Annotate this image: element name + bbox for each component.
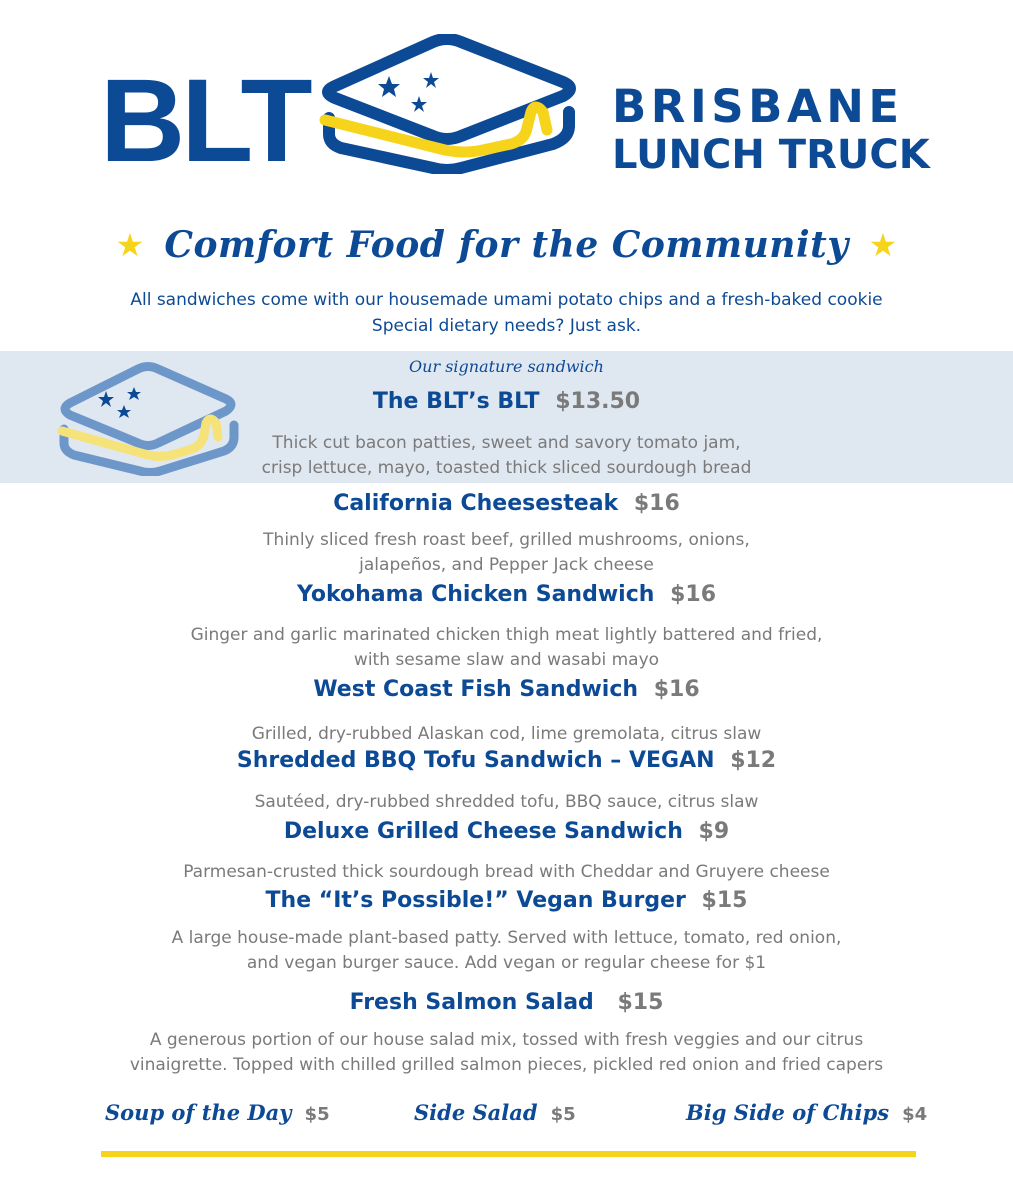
menu-item-description <box>0 528 1013 578</box>
side-item <box>414 1100 576 1125</box>
desc-line: jalapeños, and Pepper Jack cheese <box>359 555 654 575</box>
menu-item-name: Yokohama Chicken Sandwich <box>296 582 655 607</box>
desc-line: Grilled, dry-rubbed Alaskan cod, lime gremolata, citrus slaw <box>251 724 762 744</box>
menu-item-title <box>0 389 1013 414</box>
desc-line: A large house-made plant-based patty. Served with lettuce, tomato, red onion, <box>171 928 842 948</box>
desc-line: crisp lettuce, mayo, toasted thick sliced sourdough bread <box>261 458 752 478</box>
intro-note <box>0 287 1013 339</box>
desc-line: Ginger and garlic marinated chicken thigh meat lightly battered and fried, <box>190 625 823 645</box>
star-icon <box>423 72 439 88</box>
menu-item-price: $16 <box>653 677 700 702</box>
menu-item-title <box>0 888 1013 913</box>
desc-line: and vegan burger sauce. Add vegan or regular cheese for $1 <box>246 953 767 973</box>
intro-line: All sandwiches come with our housemade umami potato chips and a fresh-baked cookie <box>130 290 883 310</box>
tagline: Comfort Food for the Community <box>164 224 849 266</box>
menu-item-description <box>0 623 1013 673</box>
menu-item-name: Deluxe Grilled Cheese Sandwich <box>283 819 683 844</box>
signature-label: Our signature sandwich <box>409 357 604 376</box>
menu-item-name: Shredded BBQ Tofu Sandwich – VEGAN <box>236 748 715 773</box>
menu-item-price: $15 <box>701 888 748 913</box>
menu-item-price: $13.50 <box>555 389 641 414</box>
menu-item-name: California Cheesesteak <box>333 491 619 516</box>
side-price: $5 <box>550 1104 576 1125</box>
menu-item-price: $16 <box>633 491 680 516</box>
menu-item-price: $15 <box>617 990 664 1015</box>
desc-line: A generous portion of our house salad mix, tossed with fresh veggies and our citrus <box>149 1030 864 1050</box>
intro-line: Special dietary needs? Just ask. <box>371 316 642 336</box>
menu-item-title <box>0 491 1013 516</box>
side-name: Soup of the Day <box>105 1100 292 1125</box>
menu-item-price: $12 <box>730 748 777 773</box>
menu-item-description <box>0 860 1013 885</box>
menu-item-description <box>0 431 1013 481</box>
menu-item-title <box>0 677 1013 702</box>
side-item <box>686 1100 927 1125</box>
side-price: $4 <box>902 1104 928 1125</box>
side-name: Side Salad <box>414 1100 538 1125</box>
logo-wordmark: BLT <box>100 55 309 187</box>
menu-item-title <box>0 819 1013 844</box>
tagline-row <box>0 218 1013 272</box>
menu-item-title <box>0 582 1013 607</box>
menu-item-name: The BLT’s BLT <box>372 389 540 414</box>
menu-item-title <box>0 748 1013 773</box>
menu-item-title <box>0 990 1013 1015</box>
menu-item-price: $9 <box>698 819 730 844</box>
star-icon <box>378 76 400 97</box>
side-price: $5 <box>304 1104 330 1125</box>
star-icon: ★ <box>868 226 898 264</box>
menu-item-name: West Coast Fish Sandwich <box>313 677 639 702</box>
brand-subname: LUNCH TRUCK <box>612 132 930 178</box>
desc-line: with sesame slaw and wasabi mayo <box>353 650 660 670</box>
menu-item-description <box>0 926 1013 976</box>
menu-item-description <box>0 1028 1013 1078</box>
menu-item-name: Fresh Salmon Salad <box>349 990 594 1015</box>
desc-line: Thick cut bacon patties, sweet and savory tomato jam, <box>272 433 741 453</box>
star-icon: ★ <box>115 226 145 264</box>
side-item <box>105 1100 330 1125</box>
bottom-rule <box>101 1151 916 1157</box>
menu-item-description <box>0 722 1013 747</box>
star-icon <box>411 96 427 112</box>
menu-item-name: The “It’s Possible!” Vegan Burger <box>265 888 686 913</box>
side-name: Big Side of Chips <box>686 1100 890 1125</box>
menu-item-description <box>0 790 1013 815</box>
brand-name: BRISBANE <box>612 80 904 133</box>
desc-line: vinaigrette. Topped with chilled grilled salmon pieces, pickled red onion and fried capers <box>129 1055 884 1075</box>
desc-line: Parmesan-crusted thick sourdough bread with Cheddar and Gruyere cheese <box>183 862 830 882</box>
sandwich-logo-icon <box>315 34 585 174</box>
desc-line: Sautéed, dry-rubbed shredded tofu, BBQ sauce, citrus slaw <box>254 792 759 812</box>
desc-line: Thinly sliced fresh roast beef, grilled mushrooms, onions, <box>263 530 750 550</box>
menu-item-price: $16 <box>670 582 717 607</box>
